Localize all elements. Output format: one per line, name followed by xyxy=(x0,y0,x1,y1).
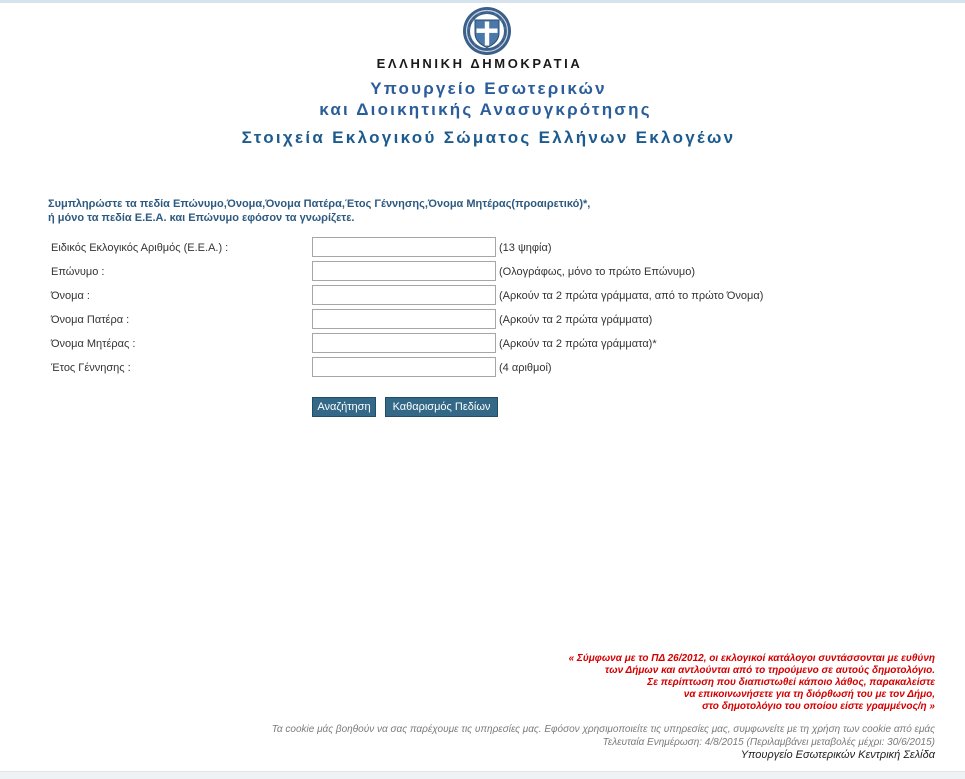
eea-input[interactable] xyxy=(312,237,496,257)
eea-label: Ειδικός Εκλογικός Αριθμός (Ε.Ε.Α.) : xyxy=(51,242,229,254)
instructions-line1: Συμπληρώστε τα πεδία Επώνυμο,Όνομα,Όνομα Πατέρα,Έτος Γέννησης,Όνομα Μητέρας(προαιρετικό)*, xyxy=(48,198,591,210)
search-button[interactable]: Αναζήτηση xyxy=(312,397,376,417)
birth-year-label: Έτος Γέννησης : xyxy=(51,362,131,374)
first-name-input[interactable] xyxy=(312,285,496,305)
notice-line5: στο δημοτολόγιο του οποίου είστε γραμμένος/η » xyxy=(702,701,935,712)
clear-fields-button[interactable]: Καθαρισμός Πεδίων xyxy=(385,397,498,417)
form-row-birth-year xyxy=(0,357,965,379)
instructions xyxy=(48,197,590,225)
notice-line2: των Δήμων και αντλούνται από το τηρούμενο σε αυτούς δημοτολόγιο. xyxy=(605,665,935,676)
greek-coat-of-arms-icon xyxy=(462,6,512,56)
first-name-label: Όνομα : xyxy=(51,290,90,302)
cookie-notice: Τα cookie μάς βοηθούν να σας παρέχουμε τις υπηρεσίες μας. Εφόσον χρησιμοποιείτε τις υπηρεσίες μας, συμφωνείτε με τη χρήση των cookie από εμάς xyxy=(271,724,935,735)
notice-line3: Σε περίπτωση που διαπιστωθεί κάποιο λάθος, παρακαλείστε xyxy=(647,677,935,688)
last-update-text: Τελευταία Ενημέρωση: 4/8/2015 (Περιλαμβάνει μεταβολές μέχρι: 30/6/2015) xyxy=(602,737,935,748)
first-name-hint: (Αρκούν τα 2 πρώτα γράμματα, από το πρώτο Όνομα) xyxy=(499,290,764,302)
birth-year-input[interactable] xyxy=(312,357,496,377)
ministry-name-line2: και Διοικητικής Ανασυγκρότησης xyxy=(319,100,652,119)
birth-year-hint: (4 αριθμοί) xyxy=(499,362,552,374)
surname-label: Επώνυμο : xyxy=(51,266,105,278)
mother-name-hint: (Αρκούν τα 2 πρώτα γράμματα)* xyxy=(499,338,657,350)
form-row-eea xyxy=(0,237,965,259)
country-title: ΕΛΛΗΝΙΚΗ ΔΗΜΟΚΡΑΤΙΑ xyxy=(376,56,583,71)
form-row-father-name xyxy=(0,309,965,331)
eea-hint: (13 ψηφία) xyxy=(499,242,552,254)
ministry-name-line1: Υπουργείο Εσωτερικών xyxy=(370,79,607,98)
top-border xyxy=(0,0,965,3)
form-row-mother-name xyxy=(0,333,965,355)
form-row-first-name xyxy=(0,285,965,307)
surname-input[interactable] xyxy=(312,261,496,281)
father-name-hint: (Αρκούν τα 2 πρώτα γράμματα) xyxy=(499,314,653,326)
mother-name-label: Όνομα Μητέρας : xyxy=(51,338,136,350)
father-name-label: Όνομα Πατέρα : xyxy=(51,314,130,326)
legal-notice xyxy=(569,653,935,713)
ministry-home-link[interactable]: Υπουργείο Εσωτερικών Κεντρική Σελίδα xyxy=(740,749,935,761)
surname-hint: (Ολογράφως, μόνο το πρώτο Επώνυμο) xyxy=(499,266,696,278)
notice-line1: « Σύμφωνα με το ΠΔ 26/2012, οι εκλογικοί κατάλογοι συντάσσονται με ευθύνη xyxy=(568,653,935,664)
mother-name-input[interactable] xyxy=(312,333,496,353)
instructions-line2: ή μόνο τα πεδία Ε.Ε.Α. και Επώνυμο εφόσον τα γνωρίζετε. xyxy=(48,212,355,224)
father-name-input[interactable] xyxy=(312,309,496,329)
page-title: Στοιχεία Εκλογικού Σώματος Ελλήνων Εκλογέων xyxy=(241,128,736,147)
form-row-surname xyxy=(0,261,965,283)
notice-line4: να επικοινωνήσετε για τη διόρθωσή του με τον Δήμο, xyxy=(683,689,935,700)
